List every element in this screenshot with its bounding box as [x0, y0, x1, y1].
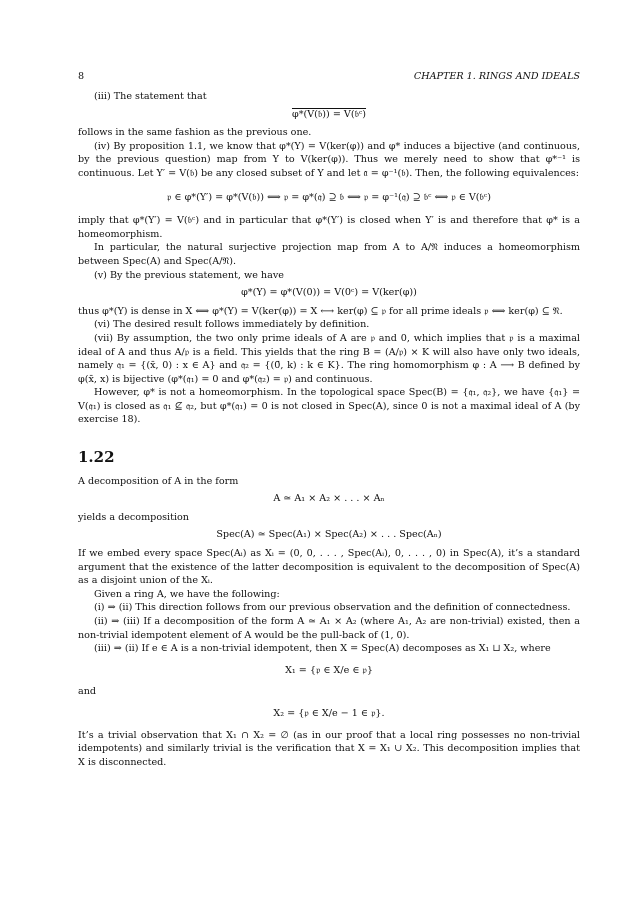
- equation-ring-decomposition: A ≃ A₁ × A₂ × . . . × Aₙ: [273, 493, 385, 505]
- paragraph-embed: If we embed every space Spec(Aᵢ) as Xᵢ = (0, 0, . . . , Spec(Aᵢ), 0, . . . , 0) in Spec(A), it’s a standard argument that the existence of the latter decomposition is equivalent to the decomposition of Spec(A) as a disjoint union of the Xᵢ.: [78, 548, 580, 587]
- paragraph-v: (v) By the previous statement, we have: [94, 269, 284, 281]
- paragraph-and: and: [78, 686, 97, 698]
- paragraph-yields: yields a decomposition: [78, 511, 189, 523]
- equation-v: φ*(Y) = φ*(V(0)) = V(0ᶜ) = V(ker(φ)): [241, 287, 417, 299]
- equation-iv: 𝔭 ∈ φ*(Y′) = φ*(V(𝔟)) ⟺ 𝔭 = φ*(𝔮) ⊇ 𝔟 ⟺ 𝔭 = φ⁻¹(𝔮) ⊇ 𝔟ᶜ ⟺ 𝔭 ∈ V(𝔟ᶜ): [167, 191, 491, 203]
- equation-iii-text: φ*(V(𝔟)) = V(𝔟ᶜ): [291, 108, 367, 120]
- paragraph-conclusion: It’s a trivial observation that X₁ ∩ X₂ = ∅ (as in our proof that a local ring possesses no non-trivial idempotents) and similarly trivial is the verification that X = X₁ ∪ X₂. This decomposition implies that X is disconnected.: [78, 729, 580, 768]
- equation-x2: X₂ = {𝔭 ∈ X/e − 1 ∈ 𝔭}.: [273, 707, 385, 719]
- paragraph-vii-continued: However, φ* is not a homeomorphism. In the topological space Spec(B) = {𝔮₁, 𝔮₂}, we have {𝔮₁} = V(𝔮₁) is closed as 𝔮₁ ⊈ 𝔮₂, but φ*(𝔮₁) = 0 is not closed in Spec(A), since 0 is not a maximal ideal of A (by exercise 18).: [78, 387, 580, 426]
- paragraph-vii: (vii) By assumption, the two only prime ideals of A are 𝔭 and 0, which implies that 𝔭 is a maximal ideal of A and thus A/𝔭 is a field. This yields that the ring B = (A/𝔭) × K will also have only two ideals, namely 𝔮₁ = {(x̄, 0) : x ∈ A} and 𝔮₂ = {(0̄, k) : k ∈ K}. The ring homomorphism φ : A ⟶ B defined by φ(x̄, x) is bijective (φ*(𝔮₁) = 0 and φ*(𝔮₂) = 𝔭) and continuous.: [78, 332, 580, 385]
- page-number: 8: [78, 71, 85, 82]
- paragraph-iv-projection: In particular, the natural surjective projection map from A to A/𝔑 induces a homeomorphism between Spec(A) and Spec(A/𝔑).: [78, 242, 580, 267]
- section-heading: 1.22: [78, 448, 115, 467]
- page-body: [78, 70, 580, 769]
- paragraph-iii-ii: (iii) ⇒ (ii) If e ∈ A is a non-trivial idempotent, then X = Spec(A) decomposes as X₁ ⊔ X₂, where: [94, 643, 551, 655]
- equation-spec-decomposition: Spec(A) ≃ Spec(A₁) × Spec(A₂) × . . . Spec(Aₙ): [216, 529, 442, 541]
- paragraph-vi: (vi) The desired result follows immediately by definition.: [94, 319, 370, 331]
- paragraph-iii-continued: follows in the same fashion as the previous one.: [78, 127, 312, 139]
- equation-iii: [78, 108, 580, 122]
- chapter-title: CHAPTER 1. RINGS AND IDEALS: [413, 71, 580, 82]
- paragraph-i-ii: (i) ⇒ (ii) This direction follows from our previous observation and the definition of connectedness.: [94, 602, 571, 614]
- paragraph-iii: (iii) The statement that: [94, 91, 207, 102]
- paragraph-ii-iii: (ii) ⇒ (iii) If a decomposition of the form A ≃ A₁ × A₂ (where A₁, A₂ are non-trivial) existed, then a non-trivial idempotent element of A would be the pull-back of (1, 0).: [78, 616, 580, 641]
- paragraph-iv: (iv) By proposition 1.1, we know that φ*(Y) = V(ker(φ)) and φ* induces a bijective (and continuous, by the previous question) map from Y to V(ker(φ)). Thus we merely need to show that φ*⁻¹ is continuous. Let Y′ = V(𝔟) be any closed subset of Y and let 𝔞 = φ⁻¹(𝔟). Then, the following equivalences:: [78, 140, 580, 179]
- paragraph-given: Given a ring A, we have the following:: [94, 588, 280, 600]
- page-header: [78, 70, 580, 90]
- paragraph-iv-continued: imply that φ*(Y′) = V(𝔟ᶜ) and in particular that φ*(Y′) is closed when Y′ is and therefore that φ* is a homeomorphism.: [78, 215, 580, 240]
- paragraph-v-continued: thus φ*(Y) is dense in X ⟺ φ*(Y) = V(ker(φ)) = X ⟷ ker(φ) ⊆ 𝔭 for all prime ideals 𝔭 ⟺ ker(φ) ⊆ 𝔑.: [78, 305, 563, 317]
- equation-x1: X₁ = {𝔭 ∈ X/e ∈ 𝔭}: [285, 664, 373, 676]
- paragraph-decomposition: A decomposition of A in the form: [78, 475, 239, 487]
